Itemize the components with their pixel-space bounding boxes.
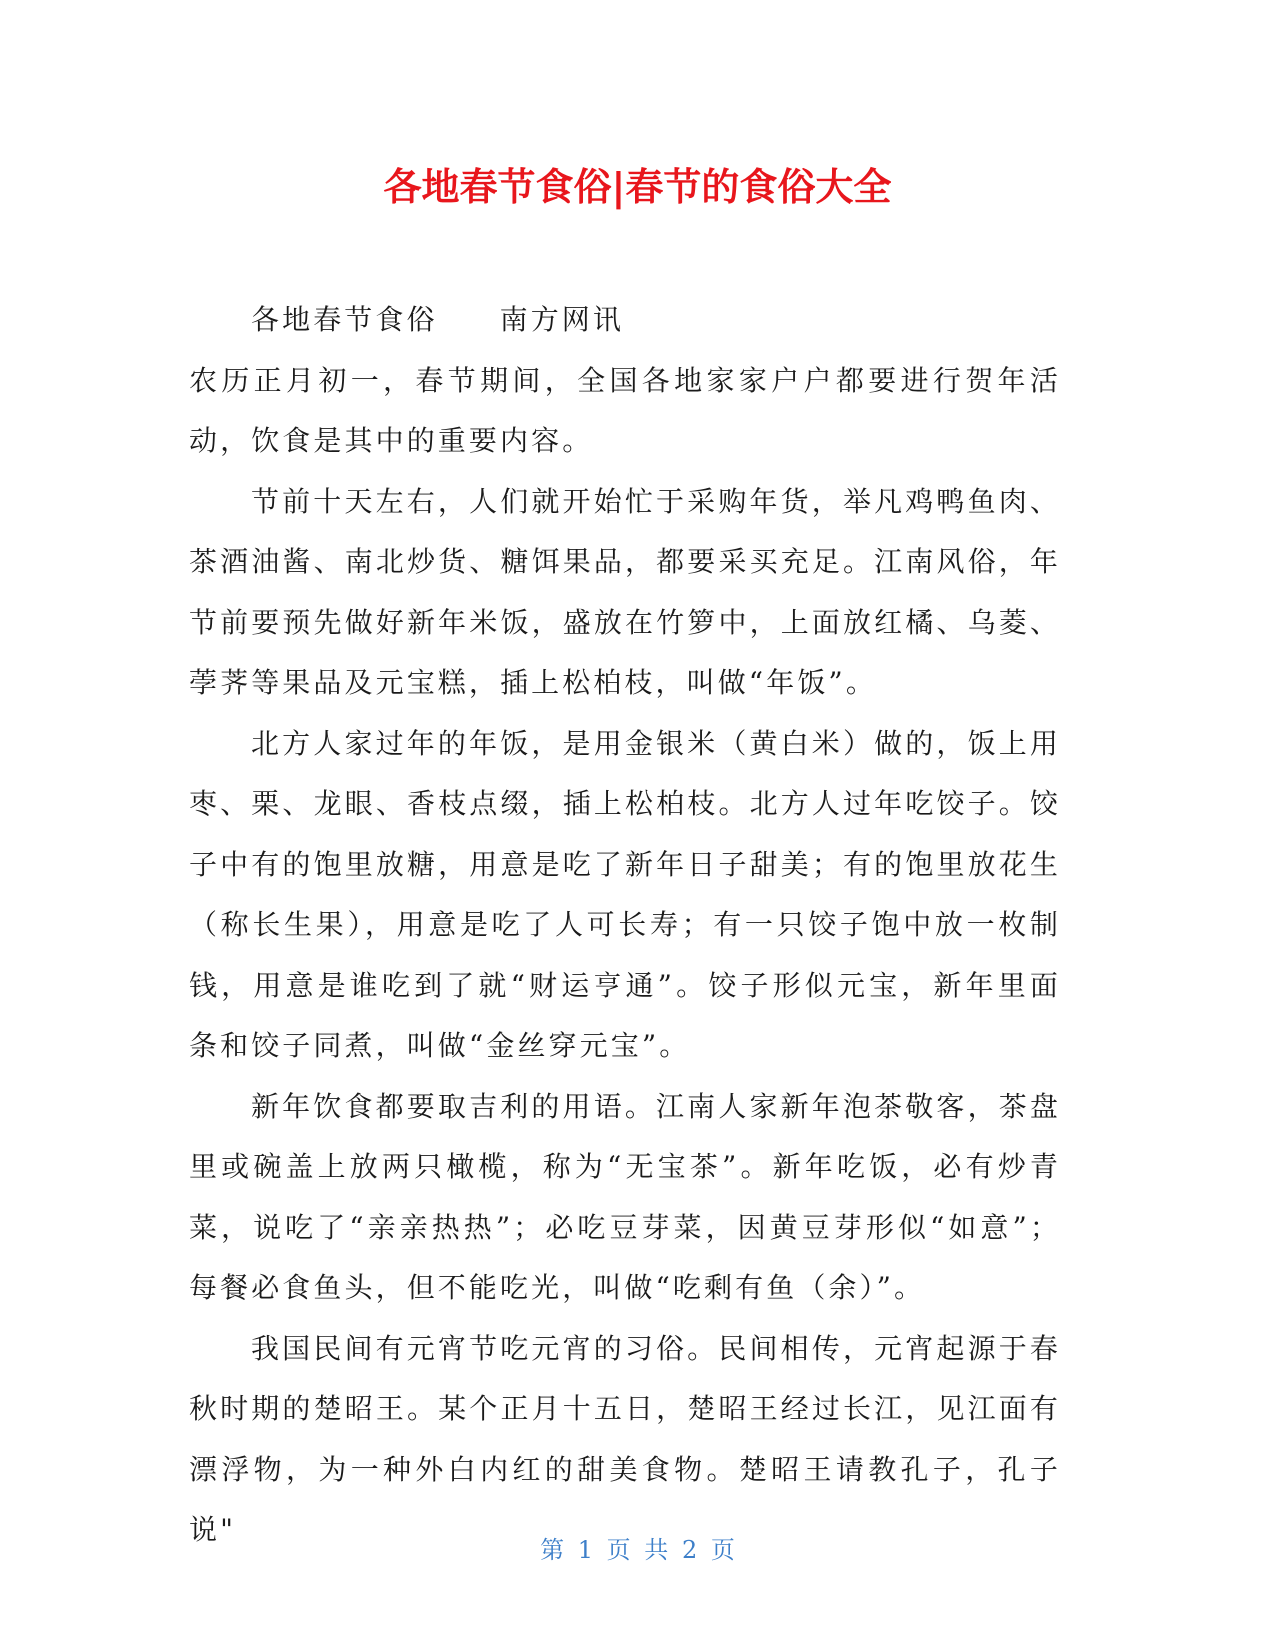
document-body <box>189 290 1061 1561</box>
paragraph-2: 节前十天左右，人们就开始忙于采购年货，举凡鸡鸭鱼肉、茶酒油酱、南北炒货、糖饵果品，都要采买充足。江南风俗，年节前要预先做好新年米饭，盛放在竹箩中，上面放红橘、乌菱、荸荠等果品及元宝糕，插上松柏枝，叫做“年饭”。 <box>189 484 1061 699</box>
paragraph-4: 新年饮食都要取吉利的用语。江南人家新年泡茶敬客，茶盘里或碗盖上放两只橄榄，称为“无宝茶”。新年吃饭，必有炒青菜，说吃了“亲亲热热”；必吃豆芽菜，因黄豆芽形似“如意”；每餐必食鱼头，但不能吃光，叫做“吃剩有鱼（余）”。 <box>189 1089 1061 1304</box>
byline <box>189 290 1061 351</box>
paragraph-3: 北方人家过年的年饭，是用金银米（黄白米）做的，饭上用枣、栗、龙眼、香枝点缀，插上松柏枝。北方人过年吃饺子。饺子中有的饱里放糖，用意是吃了新年日子甜美；有的饱里放花生（称长生果），用意是吃了人可长寿；有一只饺子饱中放一枚制钱，用意是谁吃到了就“财运亨通”。饺子形似元宝，新年里面条和饺子同煮，叫做“金丝穿元宝”。 <box>189 726 1061 1062</box>
paragraph-5: 我国民间有元宵节吃元宵的习俗。民间相传，元宵起源于春秋时期的楚昭王。某个正月十五日，楚昭王经过长江，见江面有漂浮物，为一种外白内红的甜美食物。楚昭王请教孔子，孔子说" <box>189 1331 1061 1546</box>
page-number-footer: 第 1 页 共 2 页 <box>540 1536 735 1564</box>
byline-source: 南方网讯 <box>499 303 625 336</box>
document-title: 各地春节食俗|春节的食俗大全 <box>383 165 892 209</box>
paragraph-1: 农历正月初一，春节期间，全国各地家家户户都要进行贺年活动，饮食是其中的重要内容。 <box>189 363 1061 457</box>
byline-section: 各地春节食俗 <box>251 303 438 336</box>
